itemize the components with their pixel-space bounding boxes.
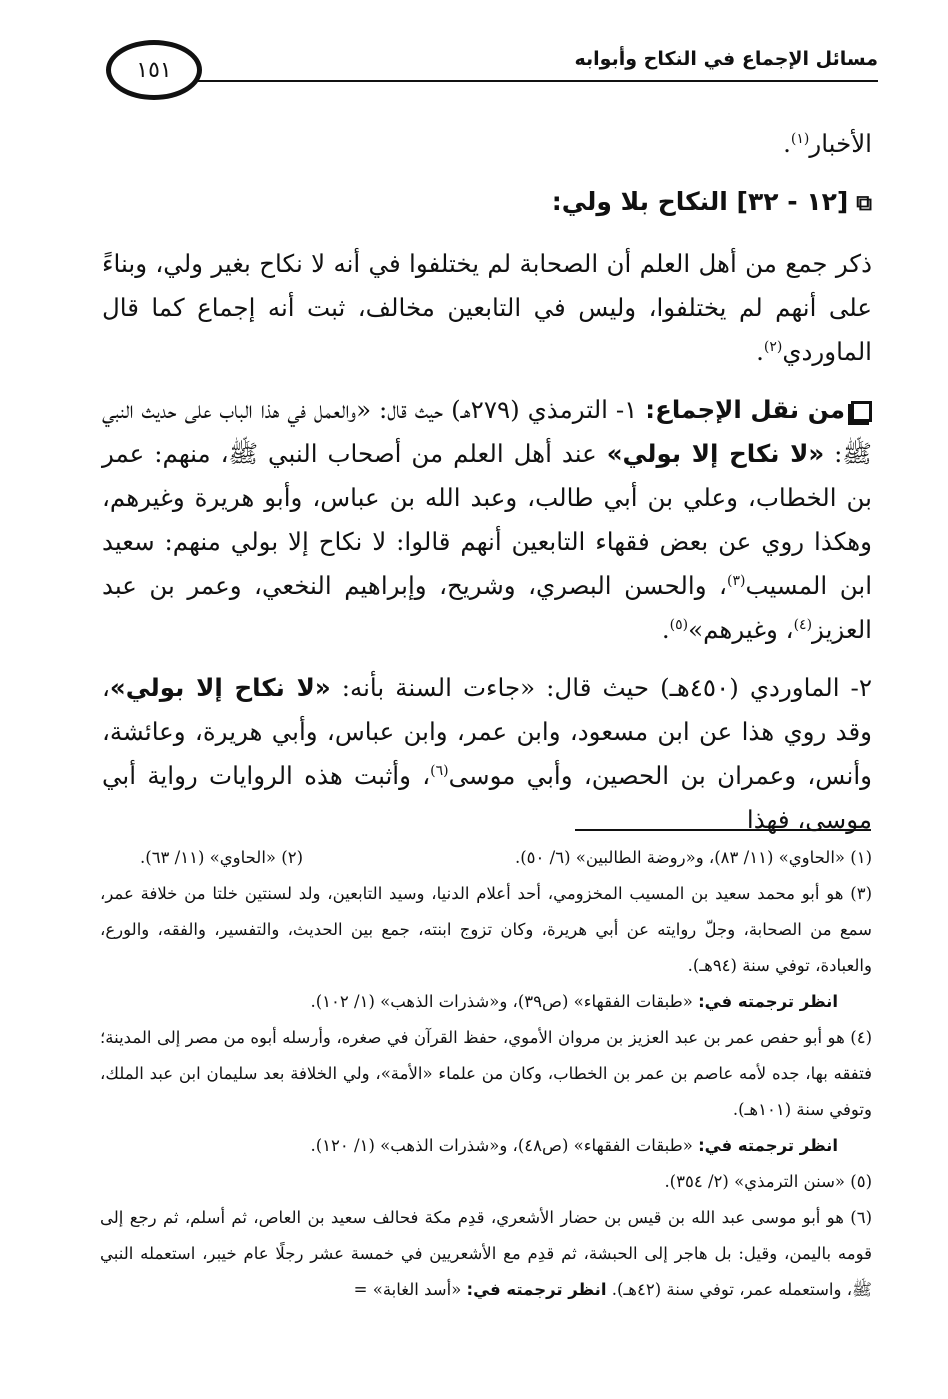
footnote-row-1-2	[100, 840, 872, 876]
footnote-4: (٤) هو أبو حفص عمر بن عبد العزيز بن مروان الأموي، حفظ القرآن في صغره، وأرسله أبوه من مصر إلى المدينة؛ فتفقه بها، جده لأمه عاصم بن عمر بن الخطاب، وكان من علماء «الأمة»، ولي الخلافة بعد سليمان ابن عبد الملك، وتوفي سنة (١٠١هـ).	[100, 1028, 872, 1119]
paragraph-3: ٢- الماوردي (٤٥٠هـ) حيث قال: «جاءت السنة بأنه: «لا نكاح إلا بولي»، وقد روي هذا عن ابن مسعود، وابن عمر، وابن عباس، وأبي هريرة، وعائشة، وأنس، وعمران بن الحصين، وأبي موسى$^{(٦)}$، وأثبت هذه الروايات رواية أبي موسى، فهذا	[102, 673, 872, 834]
page-number-badge	[106, 40, 202, 100]
line-akhbar: الأخبار$^{(١)}$.	[783, 129, 872, 158]
footnote-6: (٦) هو أبو موسى عبد الله بن قيس بن حضار الأشعري، قدِم مكة فحالف سعيد بن العاص، ثم أسلم، ثم رجع إلى قومه باليمن، وقيل: بل هاجر إلى الحبشة، ثم قدِم مع الأشعريين في خمسة عشر رجلًا عام خيبر، استعمله النبي ﷺ، واستعمله عمر، توفي سنة (٤٢هـ). انظر ترجمته في: «أسد الغابة» =	[100, 1208, 872, 1299]
page-number: ١٥١	[136, 58, 172, 83]
footnote-ref-1[interactable]: (١)	[790, 130, 810, 147]
copy-icon: ⧉	[856, 191, 872, 216]
paragraph-2: من نقل الإجماع: ١- الترمذي (٢٧٩هـ) حيث قال: «والعمل في هذا الباب على حديث النبي ﷺ: «لا نكاح إلا بولي» عند أهل العلم من أصحاب النبي ﷺ، منهم: عمر بن الخطاب، وعلي بن أبي طالب، وعبد الله بن عباس، وأبو هريرة وغيرهم، وهكذا روي عن بعض فقهاء التابعين أنهم قالوا: لا نكاح إلا بولي منهم: سعيد ابن المسيب$^{(٣)}$، والحسن البصري، وشريح، وإبراهيم النخعي، وعمر بن عبد العزيز$^{(٤)}$، وغيرهم»$^{(٥)}$.	[102, 395, 873, 644]
footnote-1: (١) «الحاوي» (١١/ ٨٣)، و«روضة الطالبين» (٦/ ٥٠).	[514, 848, 872, 867]
footnote-4-ref: انظر ترجمته في: «طبقات الفقهاء» (ص٤٨)، و«شذرات الذهب» (١/ ١٢٠).	[310, 1136, 838, 1155]
square-bullet-icon	[851, 401, 872, 422]
hadith-quote: «لا نكاح إلا بولي»	[606, 439, 825, 468]
section-heading: ⧉[١٢ - ٣٢] النكاح بلا ولي:	[102, 180, 872, 226]
footnote-ref-2[interactable]: (٢)	[763, 338, 783, 355]
running-title: مسائل الإجماع في النكاح وأبوابه	[574, 48, 878, 70]
main-text	[102, 122, 872, 842]
page-header	[100, 38, 878, 108]
footnote-ref-4[interactable]: (٤)	[793, 616, 813, 633]
footnote-3-ref: انظر ترجمته في: «طبقات الفقهاء» (ص٣٩)، و«شذرات الذهب» (١/ ١٠٢).	[310, 992, 838, 1011]
footnote-ref-3[interactable]: (٣)	[726, 572, 746, 589]
footnotes	[100, 840, 872, 1308]
hadith-quote-2: «لا نكاح إلا بولي»	[109, 673, 331, 702]
header-rule	[192, 80, 878, 82]
footnote-3: (٣) هو أبو محمد سعيد بن المسيب المخزومي، أحد أعلام الدنيا، وسيد التابعين، ولد لسنتين خلتا من خلافة عمر، سمع من الصحابة، وجلّ روايته عن أبي هريرة، وكان تزوج ابنته، جمع بين الحديث، والتفسير، والفقه، والورع، والعبادة، توفي سنة (٩٤هـ).	[100, 884, 872, 975]
footnote-2: (٢) «الحاوي» (١١/ ٦٣).	[140, 848, 304, 867]
footnote-separator	[575, 829, 871, 831]
naql-label: من نقل الإجماع:	[645, 395, 845, 424]
footnote-ref-6[interactable]: (٦)	[430, 762, 449, 779]
footnote-5: (٥) «سنن الترمذي» (٢/ ٣٥٤).	[664, 1172, 872, 1191]
paragraph-1: ذكر جمع من أهل العلم أن الصحابة لم يختلفوا في أنه لا نكاح بغير ولي، وبناءً على أنهم لم يختلفوا، وليس في التابعين مخالف، ثبت أنه إجماع كما قال الماوردي$^{(٢)}$.	[102, 249, 872, 366]
footnote-ref-5[interactable]: (٥)	[669, 616, 689, 633]
